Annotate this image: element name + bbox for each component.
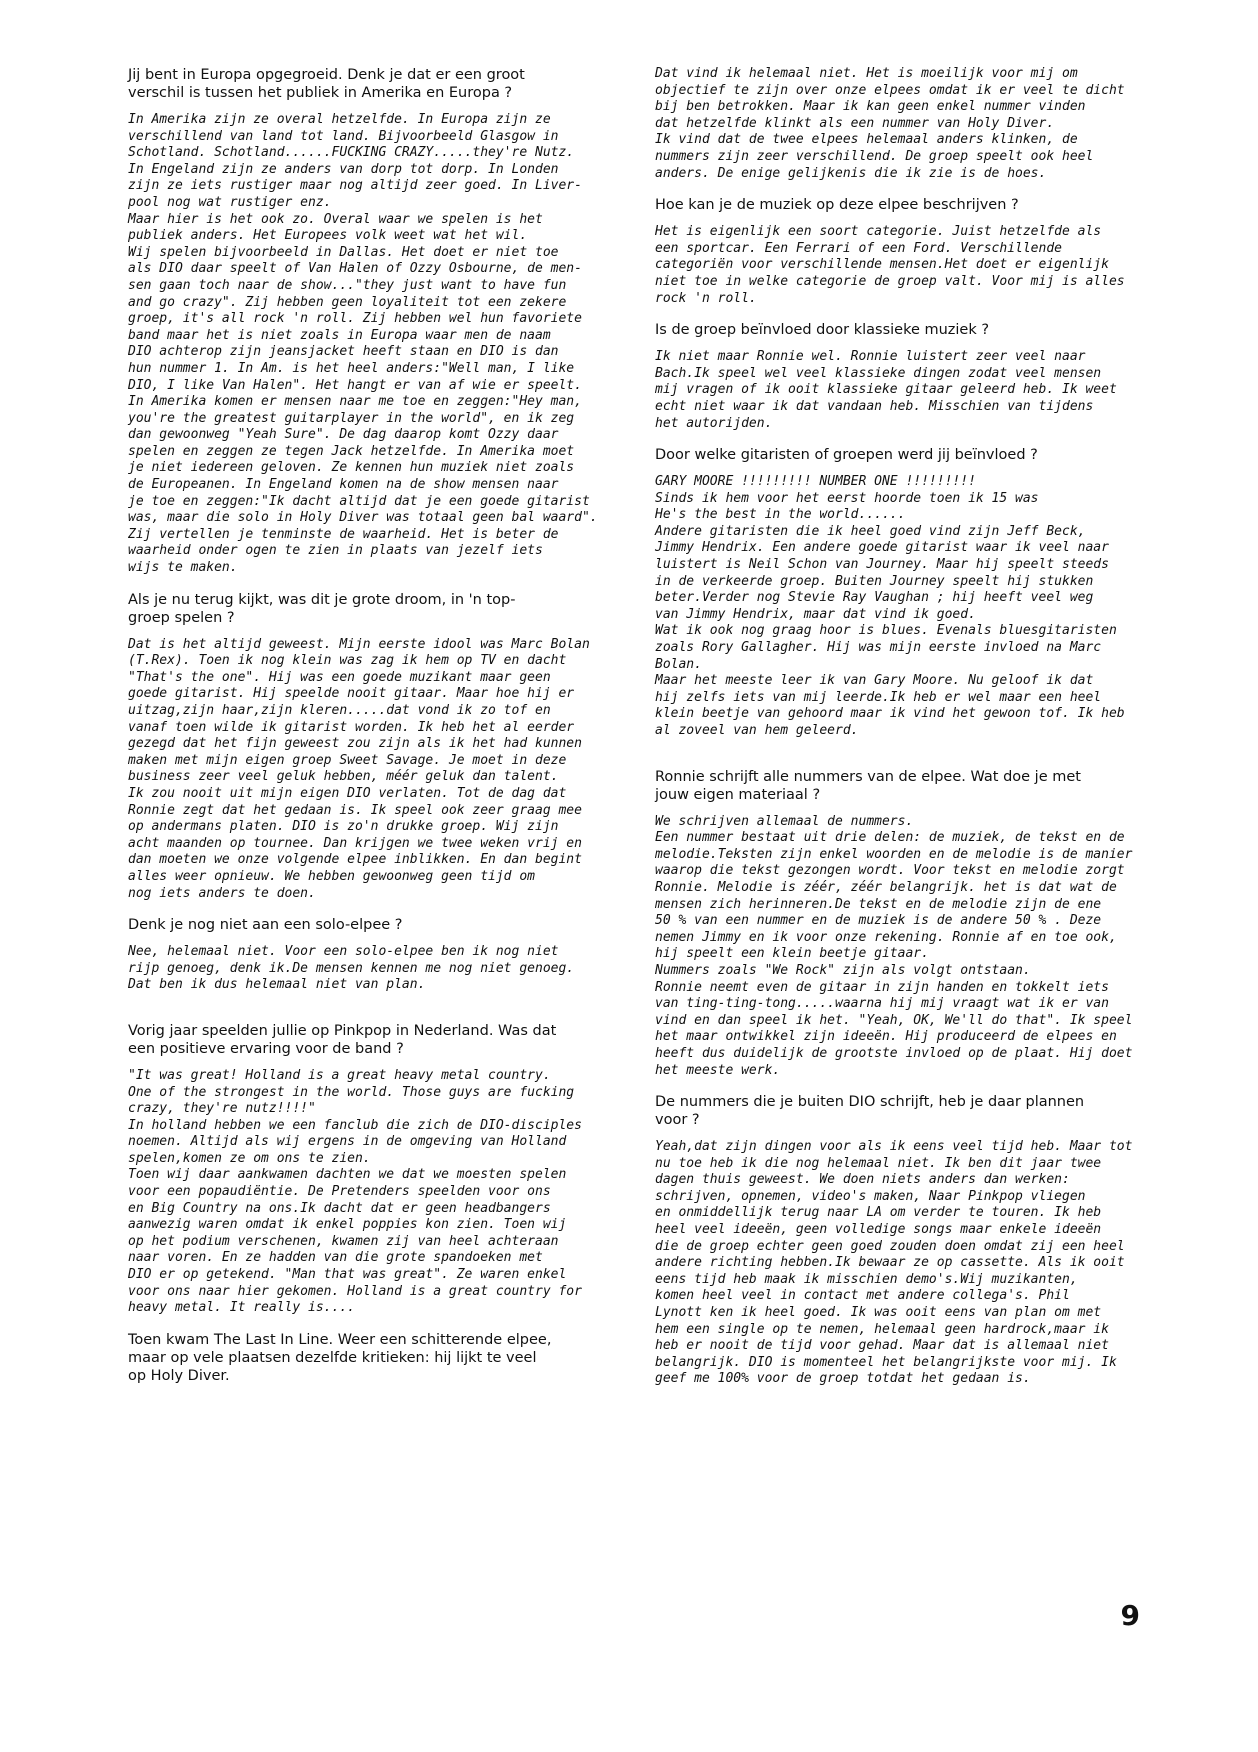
spacer [655,754,1137,768]
interview-question: Hoe kan je de muziek op deze elpee beschrijven ? [655,197,1019,214]
interview-answer: Dat vind ik helemaal niet. Het is moeilijk voor mij om objectief te zijn over onze elpees omdat ik er veel te dicht bij ben betrokken. Maar ik kan geen enkel nummer vinden dat hetzelfde klinkt als een nummer van Holy Diver. Ik vind dat de twee elpees helemaal anders klinken, de nummers zijn zeer verschillend. De groep speelt ook heel anders. De enige gelijkenis die ik zie is de hoes. [655,66,1125,181]
interview-answer: Yeah,dat zijn dingen voor als ik eens veel tijd heb. Maar tot nu toe heb ik die nog helemaal niet. Ik ben dit jaar twee dagen thuis geweest. We doen niets anders dan werken: schrijven, opnemen, video's maken, Naar Pinkpop vliegen en onmiddellijk terug naar LA om verder te touren. Ik heb heel veel ideeën, geen volledige songs maar enkele ideeën die de groep echter geen goed zouden doen omdat zij een heel andere richting hebben.Ik bewaar ze op cassette. Als ik ooit eens tijd heb maak ik misschien demo's.Wij muzikanten, komen heel veel in contact met andere collega's. Phil Lynott ken ik heel goed. Ik was ooit eens van plan om met hem een single op te nemen, helemaal geen hardrock,maar ik heb er nooit de tijd voor gehad. Maar dat is allemaal niet belangrijk. DIO is momenteel het belangrijkste voor mij. Ik geef me 100% voor de groep totdat het gedaan is. [655,1139,1133,1387]
interview-question: Als je nu terug kijkt, was dit je grote droom, in 'n top- groep spelen ? [128,591,516,626]
interview-answer: Dat is het altijd geweest. Mijn eerste idool was Marc Bolan (T.Rex). Toen ik nog klein was zag ik hem op TV en dacht "That's the one". Hij was een goede muzikant maar geen goede gitarist. Hij speelde nooit gitaar. Maar hoe hij er uitzag,zijn haar,zijn kleren.....dat vond ik zo tof en vanaf toen wilde ik gitarist worden. Ik heb het al eerder gezegd dat het fijn geweest zou zijn als ik het had kunnen maken met mijn eigen groep Sweet Savage. Je moet in deze business zeer veel geluk hebben, méér geluk dan talent. Ik zou nooit uit mijn eigen DIO verlaten. Tot de dag dat Ronnie zegt dat het gedaan is. Ik speel ook zeer graag mee op andermans platen. DIO is zo'n drukke groep. Wij zijn acht maanden op tournee. Dan krijgen we twee weken vrij en dan moeten we onze volgende elpee inblikken. En dan begint alles weer opnieuw. We hebben gewoonweg geen tijd om nog iets anders te doen. [128,636,590,901]
spacer [128,1008,598,1022]
interview-question: Ronnie schrijft alle nummers van de elpee. Wat doe je met jouw eigen materiaal ? [655,768,1081,803]
interview-answer: Nee, helemaal niet. Voor een solo-elpee ben ik nog niet rijp genoeg, denk ik.De mensen kennen me nog niet genoeg. Dat ben ik dus helemaal niet van plan. [128,944,575,993]
interview-question: Toen kwam The Last In Line. Weer een schitterende elpee, maar op vele plaatsen dezelfde kritieken: hij lijkt te veel op Holy Diver. [128,1331,552,1384]
interview-answer: "It was great! Holland is a great heavy metal country. One of the strongest in the world. Those guys are fucking crazy, they're nutz!!!!" In holland hebben we een fanclub die zich de DIO-disciples noemen. Altijd als wij ergens in de omgeving van Holland spelen,komen ze om ons te zien. Toen wij daar aankwamen dachten we dat we moesten spelen voor een popaudiëntie. De Pretenders speelden voor ons en Big Country na ons.Ik dacht dat er geen headbangers aanwezig waren omdat ik enkel poppies kon zien. Toen wij op het podium verschenen, kwamen zij van heel achteraan naar voren. En ze hadden van die grote spandoeken met DIO er op getekend. "Man that was great". Ze waren enkel voor ons naar hier gekomen. Holland is a great country for heavy metal. It really is.... [128,1067,582,1316]
interview-question: Door welke gitaristen of groepen werd jij beïnvloed ? [655,447,1038,464]
interview-question: Is de groep beïnvloed door klassieke muziek ? [655,322,990,339]
interview-answer: Het is eigenlijk een soort categorie. Juist hetzelfde als een sportcar. Een Ferrari of een Ford. Verschillende categoriën voor verschillende mensen.Het doet er eigenlijk niet toe in welke categorie de groep valt. Voor mij is alles rock 'n roll. [655,224,1125,306]
right-column [655,66,1137,1402]
interview-answer: Ik niet maar Ronnie wel. Ronnie luistert zeer veel naar Bach.Ik speel wel veel klassieke dingen zodat veel mensen mij vragen of ik ooit klassieke gitaar geleerd heb. Ik weet echt niet waar ik dat vandaan heb. Misschien van tijdens het autorijden. [655,349,1117,431]
left-column [128,66,598,1395]
page-number: 9 [1120,1599,1140,1632]
interview-question: Jij bent in Europa opgegroeid. Denk je dat er een groot verschil is tussen het publiek in Amerika en Europa ? [128,67,525,101]
interview-question: Denk je nog niet aan een solo-elpee ? [128,917,403,934]
interview-answer: GARY MOORE !!!!!!!!! NUMBER ONE !!!!!!!!! Sinds ik hem voor het eerst hoorde toen ik 15 was He's the best in the world...... Andere gitaristen die ik heel goed vind zijn Jeff Beck, Jimmy Hendrix. Een andere goede gitarist waar ik veel naar luistert is Neil Schon van Journey. Maar hij speelt steeds in de verkeerde groep. Buiten Journey speelt hij stukken beter.Verder nog Stevie Ray Vaughan ; hij heeft veel weg van Jimmy Hendrix, maar dat vind ik goed. Wat ik ook nog graag hoor is blues. Evenals bluesgitaristen zoals Rory Gallagher. Hij was mijn eerste invloed na Marc Bolan. Maar het meeste leer ik van Gary Moore. Nu geloof ik dat hij zelfs iets van mij leerde.Ik heb er wel maar een heel klein beetje van gehoord maar ik vind het gewoon tof. Ik heb al zoveel van hem geleerd. [655,474,1125,738]
interview-question: De nummers die je buiten DIO schrijft, heb je daar plannen voor ? [655,1094,1085,1129]
interview-question: Vorig jaar speelden jullie op Pinkpop in Nederland. Was dat een positieve ervaring voor de band ? [128,1022,557,1057]
interview-answer: We schrijven allemaal de nummers. Een nummer bestaat uit drie delen: de muziek, de tekst en de melodie.Teksten zijn enkel woorden en de melodie is de manier waarop die tekst gezongen wordt. Voor tekst en melodie zorgt Ronnie. Melodie is zéér, zéér belangrijk. het is dat wat de mensen zich herinneren.De tekst en de melodie zijn de ene 50 % van een nummer en de muziek is de andere 50 % . Deze nemen Jimmy en ik voor onze rekening. Ronnie af en toe ook, hij speelt een klein beetje gitaar. Nummers zoals "We Rock" zijn als volgt ontstaan. Ronnie neemt even de gitaar in zijn handen en tokkelt iets van ting-ting-tong.....waarna hij mij vraagt wat ik er van vind en dan speel ik het. "Yeah, OK, We'll do that". Ik speel het maar ontwikkel zijn ideeën. Hij produceerd de elpees en heeft dus duidelijk de grootste invloed op de plaat. Hij doet het meeste werk. [655,813,1133,1078]
interview-answer: In Amerika zijn ze overal hetzelfde. In Europa zijn ze verschillend van land tot land. Bijvoorbeeld Glasgow in Schotland. Schotland......FUCKING CRAZY.....they're Nutz. In Engeland zijn ze anders van dorp tot dorp. In Londen zijn ze iets rustiger maar nog altijd zeer goed. In Liver- pool nog wat rustiger enz. Maar hier is het ook zo. Overal waar we spelen is het publiek anders. Het Europees volk weet wat het wil. Wij spelen bijvoorbeeld in Dallas. Het doet er niet toe als DIO daar speelt of Van Halen of Ozzy Osbourne, de men- sen gaan toch naar de show..."they just want to have fun and go crazy". Zij hebben geen loyaliteit tot een zekere groep, it's all rock 'n roll. Zij hebben wel hun favoriete band maar het is niet zoals in Europa waar men de naam DIO achterop zijn jeansjacket heeft staan en DIO is dan hun nummer 1. In Am. is het heel anders:"Well man, I like DIO, I like Van Halen". Het hangt er van af wie er speelt. In Amerika komen er mensen naar me toe en zeggen:"Hey man, you're the greatest guitarplayer in the world", en ik zeg dan gewoonweg "Yeah Sure". De dag daarop komt Ozzy daar spelen en zeggen ze tegen Jack hetzelfde. In Amerika moet je niet iedereen geloven. Ze kennen hun muziek niet zoals de Europeanen. In Engeland komen na de show mensen naar je toe en zeggen:"Ik dacht altijd dat je een goede gitarist was, maar die solo in Holy Diver was totaal geen bal waard". Zij vertellen je tenminste de waarheid. Het is beter de waarheid onder ogen te zien in plaats van jezelf iets wijs te maken. [128,112,598,576]
